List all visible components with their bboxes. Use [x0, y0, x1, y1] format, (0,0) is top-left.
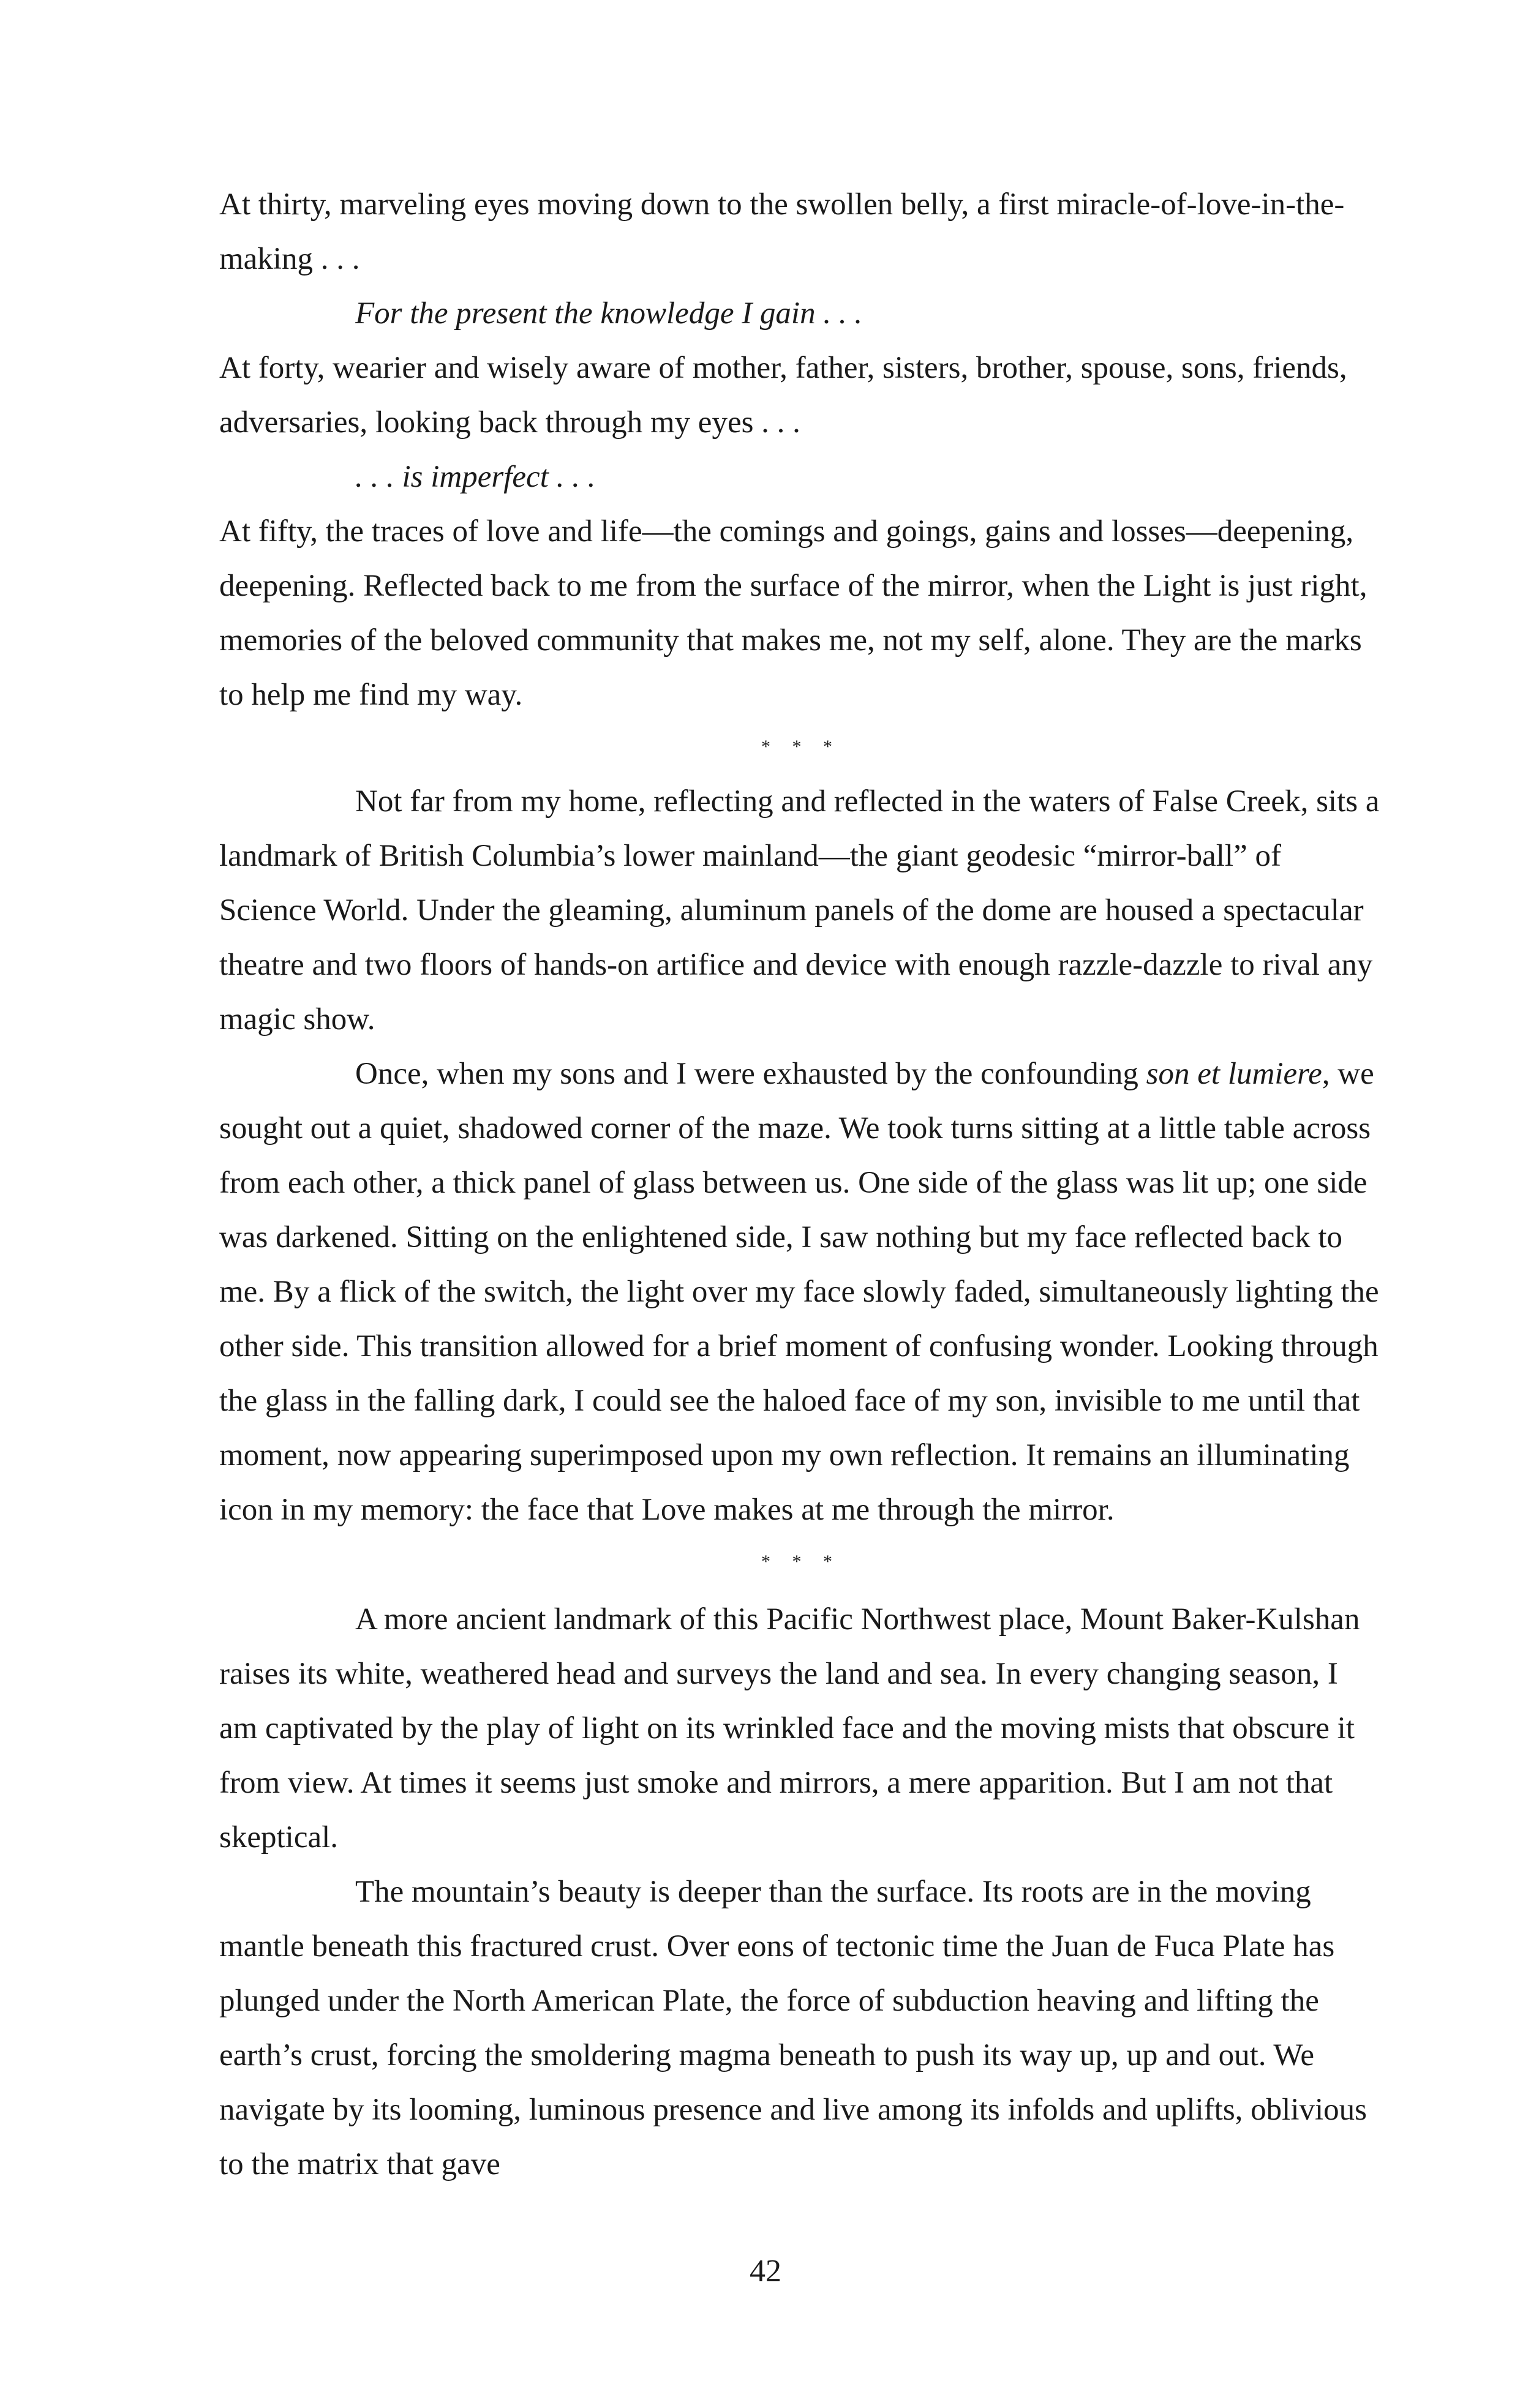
- paragraph-son-et-lumiere: [219, 1047, 1383, 1537]
- italic-phrase: son et lumiere: [1146, 1057, 1322, 1091]
- paragraph-text: , we sought out a quiet, shadowed corner of the maze. We took turns sitting at a little table across from each other, a thick panel of glass between us. One side of the glass was lit up; one side was darkened. Sitting on the enlightened side, I saw nothing but my face reflected back to me. By a flick of the switch, the light over my face slowly faded, simultaneously lighting the other side. This transition allowed for a brief moment of confusing wonder. Looking through the glass in the falling dark, I could see the haloed face of my son, invisible to me until that moment, now appearing superimposed upon my own reflection. It remains an illuminating icon in my memory: the face that Love makes at me through the mirror.: [219, 1057, 1379, 1527]
- paragraph-at-thirty: At thirty, marveling eyes moving down to the swollen belly, a first miracle-of-love-in-the-making . . .: [219, 187, 1345, 276]
- paragraph-mount-baker: A more ancient landmark of this Pacific Northwest place, Mount Baker-Kulshan raises its white, weathered head and surveys the land and sea. In every changing season, I am captivated by the play of light on its wrinkled face and the moving mists that obscure it from view. At times it seems just smoke and mirrors, a mere apparition. But I am not that skeptical.: [219, 1602, 1360, 1855]
- section-separator: * * *: [761, 737, 841, 757]
- paragraph-mountain-beauty: The mountain’s beauty is deeper than the surface. Its roots are in the moving mantle beneath this fractured crust. Over eons of tectonic time the Juan de Fuca Plate has plunged under the North American Plate, the force of subduction heaving and lifting the earth’s crust, forcing the smoldering magma beneath to push its way up, up and out. We navigate by its looming, luminous presence and live among its infolds and uplifts, oblivious to the matrix that gave: [219, 1875, 1367, 2181]
- paragraph-science-world: Not far from my home, reflecting and reflected in the waters of False Creek, sits a landmark of British Columbia’s lower mainland—the giant geodesic “mirror-ball” of Science World. Under the gleaming, aluminum panels of the dome are housed a spectacular theatre and two floors of hands-on artifice and device with enough razzle-dazzle to rival any magic show.: [219, 784, 1380, 1037]
- paragraph-text: Once, when my sons and I were exhausted by the confounding: [355, 1057, 1146, 1091]
- paragraph-at-forty: At forty, wearier and wisely aware of mother, father, sisters, brother, spouse, sons, friends, adversaries, looking back through my eyes . . .: [219, 351, 1347, 440]
- paragraph-at-fifty: At fifty, the traces of love and life—the comings and goings, gains and losses—deepening, deepening. Reflected back to me from the surface of the mirror, when the Light is just right, memories of the beloved community that makes me, not my self, alone. They are the marks to help me find my way.: [219, 514, 1367, 712]
- section-separator: * * *: [761, 1551, 841, 1572]
- italic-verse-line: . . . is imperfect . . .: [355, 460, 596, 494]
- page-number: 42: [750, 2254, 781, 2289]
- italic-verse-line: For the present the knowledge I gain . . .: [355, 296, 863, 331]
- body-text: [219, 178, 1383, 2192]
